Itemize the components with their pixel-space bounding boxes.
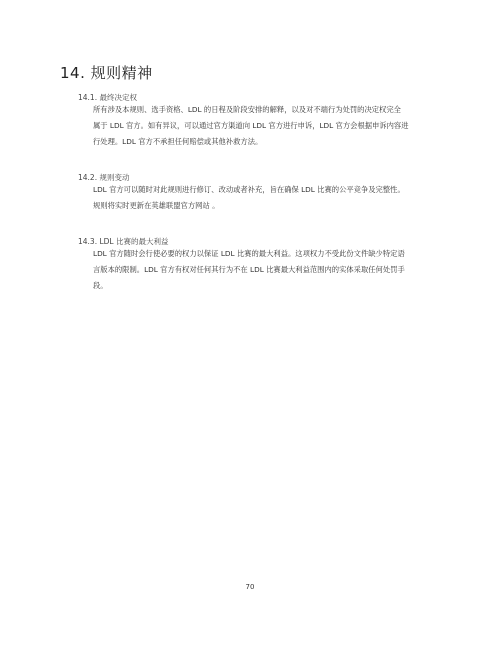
body-line: 言版本的限制。LDL 官方有权对任何其行为不在 LDL 比赛最大利益范围内的实体采取任何处罚手 (93, 265, 405, 274)
body-line: 段。 (93, 281, 108, 290)
section-heading: 14.3. LDL 比赛的最大利益 (78, 237, 169, 246)
section-body (93, 102, 463, 150)
section-body (93, 246, 463, 294)
body-line: LDL 官方随时会行使必要的权力以保证 LDL 比赛的最大利益。这项权力不受此份文件缺少特定语 (93, 249, 405, 258)
page-number: 70 (245, 583, 255, 591)
body-line: 所有涉及本规则、选手资格、LDL 的日程及阶段安排的解释，以及对不端行为处罚的决定权完全 (93, 105, 401, 114)
section-heading: 14.2. 规则变动 (78, 173, 130, 182)
body-line: LDL 官方可以随时对此规则进行修订、改动或者补充，旨在确保 LDL 比赛的公平竞争及完整性。 (93, 185, 405, 194)
body-line: 规则将实时更新在英雄联盟官方网站 。 (93, 201, 220, 210)
body-line: 属于 LDL 官方。如有异议，可以通过官方渠道向 LDL 官方进行申诉，LDL 官方会根据申诉内容进 (93, 121, 409, 130)
section-body (93, 182, 463, 214)
page-title: 14. 规则精神 (60, 64, 153, 82)
body-line: 行处理。LDL 官方不承担任何赔偿或其他补救方法。 (93, 137, 263, 146)
section-heading: 14.1. 最终决定权 (78, 93, 137, 102)
